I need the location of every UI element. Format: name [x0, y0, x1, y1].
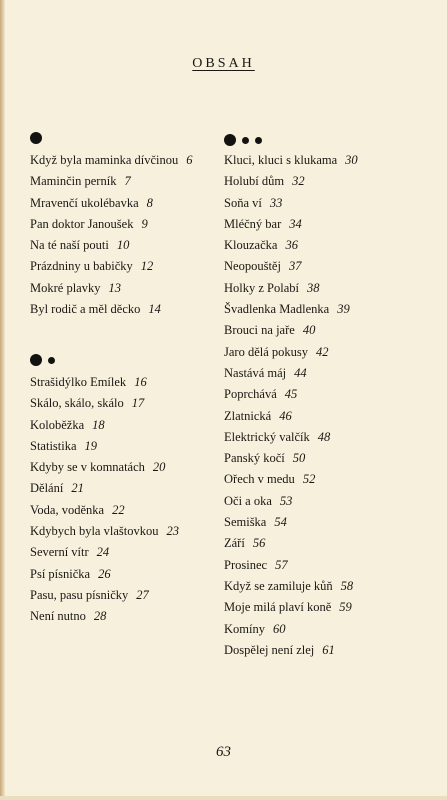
entry-page-number: 21: [71, 481, 84, 496]
entry-page-number: 36: [285, 238, 298, 253]
entry-title: Poprchává: [224, 387, 277, 402]
entry-page-number: 48: [317, 429, 331, 444]
toc-entry: [224, 491, 358, 512]
entry-page-number: 18: [92, 417, 105, 432]
toc-entry: [30, 521, 179, 542]
entry-page-number: 27: [136, 587, 149, 602]
toc-entry: [224, 193, 358, 214]
section-marker-three-dots: [224, 130, 358, 150]
entry-title: Kdyby se v komnatách: [30, 460, 145, 475]
toc-entry: [30, 606, 179, 627]
entry-page-number: 53: [279, 493, 293, 508]
dot-icon: [48, 357, 55, 364]
entry-page-number: 32: [292, 174, 305, 189]
toc-list: [224, 150, 358, 661]
toc-entry: [224, 384, 358, 405]
entry-page-number: 20: [152, 460, 166, 475]
entry-page-number: 45: [284, 387, 298, 402]
entry-title: Moje milá plaví koně: [224, 600, 332, 615]
toc-entry: [30, 235, 192, 256]
toc-entry: [30, 542, 179, 563]
toc-entry: [224, 171, 358, 192]
entry-page-number: 57: [275, 557, 288, 572]
entry-page-number: 42: [316, 344, 329, 359]
entry-title: Mravenčí ukolébavka: [30, 195, 139, 210]
entry-title: Psí písnička: [30, 566, 91, 581]
entry-title: Statistika: [30, 438, 77, 453]
page-title: OBSAH: [192, 56, 255, 71]
entry-title: Pan doktor Janoušek: [30, 216, 134, 231]
entry-title: Maminčin perník: [30, 174, 117, 189]
dot-icon: [30, 132, 42, 144]
entry-title: Září: [224, 536, 245, 551]
section-1: [30, 126, 192, 320]
toc-list: [30, 372, 179, 628]
toc-entry: [224, 448, 358, 469]
toc-entry: [224, 150, 358, 171]
entry-page-number: 50: [292, 451, 306, 466]
toc-entry: [224, 619, 358, 640]
toc-entry: [224, 406, 358, 427]
entry-title: Nastává máj: [224, 365, 287, 380]
entry-title: Švadlenka Madlenka: [224, 302, 330, 317]
entry-title: Voda, voděnka: [30, 502, 105, 517]
toc-entry: [30, 500, 179, 521]
toc-entry: [224, 214, 358, 235]
entry-title: Dělání: [30, 481, 64, 496]
toc-list: [30, 150, 192, 320]
entry-title: Strašidýlko Emílek: [30, 375, 127, 389]
entry-page-number: 33: [269, 195, 283, 210]
entry-title: Na té naší pouti: [30, 238, 109, 253]
entry-page-number: 30: [345, 153, 358, 167]
entry-page-number: 6: [186, 153, 193, 167]
entry-page-number: 54: [274, 515, 287, 530]
entry-page-number: 38: [307, 280, 320, 295]
entry-page-number: 10: [116, 238, 130, 253]
entry-title: Kluci, kluci s klukama: [224, 153, 338, 167]
toc-entry: [30, 415, 179, 436]
entry-page-number: 40: [302, 323, 316, 338]
entry-title: Skálo, skálo, skálo: [30, 396, 124, 411]
dot-icon: [242, 137, 249, 144]
toc-entry: [224, 342, 358, 363]
toc-entry: [224, 597, 358, 618]
toc-entry: [30, 478, 179, 499]
toc-entry: [224, 299, 358, 320]
entry-title: Jaro dělá pokusy: [224, 344, 309, 359]
toc-entry: [224, 427, 358, 448]
toc-entry: [224, 363, 358, 384]
entry-title: Severní vítr: [30, 545, 89, 560]
toc-entry: [30, 585, 179, 606]
toc-entry: [224, 278, 358, 299]
entry-title: Semiška: [224, 515, 267, 530]
toc-entry: [224, 576, 358, 597]
entry-title: Mokré plavky: [30, 280, 101, 295]
toc-entry: [30, 372, 179, 393]
entry-page-number: 39: [337, 302, 350, 317]
toc-entry: [30, 278, 192, 299]
entry-title: Když byla maminka dívčinou: [30, 153, 179, 167]
toc-entry: [224, 256, 358, 277]
section-marker-one-dot: [30, 126, 192, 150]
entry-title: Zlatnická: [224, 408, 272, 423]
toc-entry: [224, 235, 358, 256]
entry-title: Elektrický valčík: [224, 429, 310, 444]
entry-page-number: 17: [131, 396, 145, 411]
entry-page-number: 52: [302, 472, 316, 487]
entry-page-number: 14: [148, 302, 161, 317]
toc-entry: [224, 555, 358, 576]
entry-page-number: 46: [279, 408, 292, 423]
entry-title: Pasu, pasu písničky: [30, 587, 129, 602]
page-number: 63: [216, 744, 231, 760]
entry-title: Klouzačka: [224, 238, 278, 253]
toc-entry: [30, 299, 192, 320]
entry-page-number: 28: [93, 609, 107, 624]
toc-entry: [30, 393, 179, 414]
entry-page-number: 9: [141, 216, 148, 231]
entry-title: Brouci na jaře: [224, 323, 295, 338]
entry-title: Byl rodič a měl děcko: [30, 302, 141, 317]
toc-entry: [224, 469, 358, 490]
entry-title: Dospělej není zlej: [224, 642, 315, 657]
entry-title: Koloběžka: [30, 417, 85, 432]
section-marker-two-dots: [30, 348, 179, 372]
entry-title: Kdybych byla vlaštovkou: [30, 524, 159, 539]
entry-title: Panský kočí: [224, 451, 285, 466]
entry-page-number: 37: [288, 259, 302, 274]
toc-entry: [30, 457, 179, 478]
entry-title: Není nutno: [30, 609, 86, 624]
entry-title: Prosinec: [224, 557, 268, 572]
entry-page-number: 22: [112, 502, 125, 517]
entry-page-number: 7: [124, 174, 131, 189]
entry-page-number: 56: [252, 536, 266, 551]
entry-title: Mléčný bar: [224, 216, 282, 231]
entry-page-number: 12: [140, 259, 154, 274]
toc-entry: [30, 564, 179, 585]
entry-title: Komíny: [224, 621, 265, 636]
entry-title: Oči a oka: [224, 493, 272, 508]
entry-title: Holky z Polabí: [224, 280, 299, 295]
entry-page-number: 13: [108, 280, 121, 295]
entry-page-number: 59: [339, 600, 352, 615]
entry-title: Neopouštěj: [224, 259, 281, 274]
toc-entry: [224, 533, 358, 554]
entry-page-number: 23: [166, 524, 179, 539]
entry-page-number: 19: [84, 438, 98, 453]
toc-entry: [30, 214, 192, 235]
section-3: [224, 130, 358, 661]
entry-title: Soňa ví: [224, 195, 262, 210]
entry-page-number: 16: [134, 375, 147, 389]
toc-entry: [224, 640, 358, 661]
toc-entry: [30, 436, 179, 457]
entry-page-number: 44: [294, 365, 307, 380]
toc-entry: [30, 171, 192, 192]
entry-page-number: 58: [340, 578, 354, 593]
entry-page-number: 60: [272, 621, 286, 636]
toc-entry: [30, 150, 192, 171]
page-edge-left: [0, 0, 5, 800]
entry-title: Když se zamiluje kůň: [224, 578, 333, 593]
entry-page-number: 24: [96, 545, 110, 560]
entry-title: Holubí dům: [224, 174, 285, 189]
entry-title: Prázdniny u babičky: [30, 259, 133, 274]
toc-entry: [224, 512, 358, 533]
dot-icon: [255, 137, 262, 144]
section-2: [30, 348, 179, 628]
dot-icon: [224, 134, 236, 146]
entry-page-number: 61: [322, 642, 335, 657]
dot-icon: [30, 354, 42, 366]
entry-title: Ořech v medu: [224, 472, 295, 487]
toc-entry: [30, 256, 192, 277]
page-edge-bottom: [0, 796, 447, 800]
entry-page-number: 26: [98, 566, 111, 581]
toc-entry: [224, 320, 358, 341]
entry-page-number: 8: [146, 195, 153, 210]
toc-entry: [30, 193, 192, 214]
entry-page-number: 34: [289, 216, 302, 231]
